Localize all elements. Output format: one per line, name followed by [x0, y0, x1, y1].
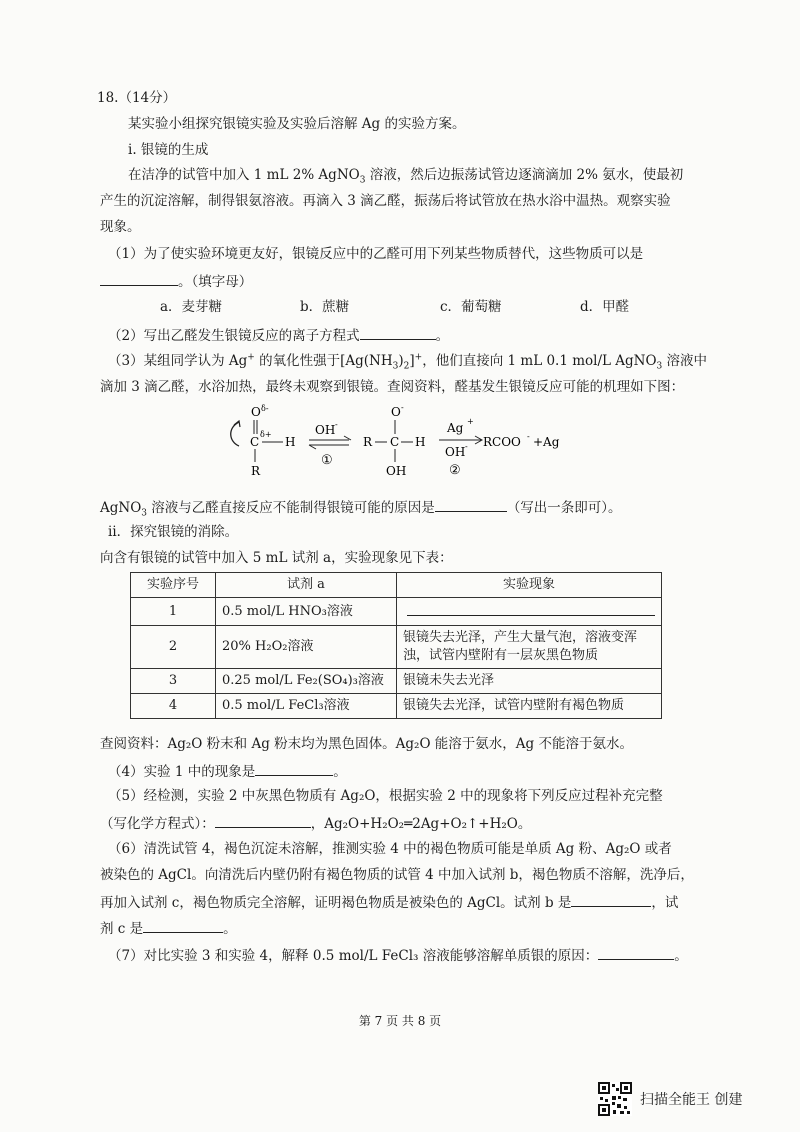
step1-reagent: OH	[315, 423, 336, 437]
table-header-row	[131, 573, 662, 598]
q7-text: （7）对比实验 3 和实验 4，解释 0.5 mol/L FeCl₃ 溶液能够溶解单质银的原因： 。	[108, 945, 688, 965]
r-group: R	[251, 464, 261, 478]
q1-line-2: 。（填字母）	[100, 271, 252, 291]
carbonyl-oxygen: O	[251, 405, 261, 419]
q3-line-2: 滴加 3 滴乙醛，水浴加热，最终未观察到银镜。查阅资料，醛基发生银镜反应可能的机理如下图：	[100, 379, 685, 395]
step2-reagent-bottom: OH	[445, 445, 466, 459]
intermediate-carbon: C	[390, 435, 400, 449]
q5-line-1: （5）经检测，实验 2 中灰黑色物质有 Ag₂O，根据实验 2 中的现象将下列反应过程补充完整	[108, 788, 663, 804]
electron-shift-arrow	[231, 422, 239, 446]
option-a: a．麦芽糖	[160, 299, 223, 315]
answer-blank[interactable]	[435, 497, 507, 512]
aldehyde-mechanism-diagram	[225, 404, 585, 486]
page-footer: 第 7 页 共 8 页	[358, 1014, 442, 1028]
table-row: 3 0.25 mol/L Fe₂(SO₄)₃溶液 银镜未失去光泽	[131, 669, 662, 694]
answer-blank[interactable]	[360, 325, 436, 340]
answer-blank[interactable]	[215, 813, 311, 828]
svg-text:-: -	[335, 420, 338, 429]
header-no: 实验序号	[131, 573, 216, 598]
reference-note: 查阅资料：Ag₂O 粉末和 Ag 粉末均为黑色固体。Ag₂O 能溶于氨水，Ag 不能溶于氨水。	[100, 736, 633, 752]
q3-line-3: AgNO$_3$ 溶液与乙醛直接反应不能制得银镜可能的原因是 （写出一条即可）。	[100, 497, 622, 517]
q6-line-4: 剂 c 是 。	[100, 918, 237, 938]
answer-blank[interactable]	[571, 892, 651, 907]
part2-text: 向含有银镜的试管中加入 5 mL 试剂 a，实验现象见下表：	[100, 550, 453, 566]
option-b: b．蔗糖	[300, 299, 350, 315]
part2-title: ⅱ．探究银镜的消除。	[108, 524, 239, 540]
part1-text-line-1: 在洁净的试管中加入 1 mL 2% AgNO$_3$ 溶液，然后边振荡试管边逐滴滴加 2% 氨水，使最初	[128, 167, 684, 186]
header-phenomenon: 实验现象	[397, 573, 662, 598]
intermediate-r: R	[363, 435, 373, 449]
q4-text: （4）实验 1 中的现象是 。	[108, 761, 347, 781]
delta-plus-label: δ+	[260, 430, 272, 439]
part1-text-line-3: 现象。	[100, 219, 141, 235]
product-carboxylate: RCOO	[483, 435, 521, 449]
step2-reagent-top: Ag	[447, 421, 464, 435]
aldehyde-hydrogen: H	[285, 435, 296, 449]
scanner-watermark	[598, 1082, 742, 1116]
table-row: 1 0.5 mol/L HNO₃溶液	[131, 598, 662, 626]
q3-line-1: （3）某组同学认为 Ag+ 的氧化性强于$[Ag(NH_3)_2]^+$，他们直接向 1 mL 0.1 mol/L AgNO$_3$ 溶液中	[108, 352, 708, 372]
experiment-table	[130, 572, 662, 719]
answer-blank[interactable]	[143, 918, 223, 933]
answer-blank[interactable]	[407, 601, 655, 616]
question-header: 18.（14分）	[97, 90, 177, 106]
step2-number: ②	[449, 463, 461, 478]
svg-text:-: -	[401, 404, 404, 412]
part1-title: ⅰ. 银镜的生成	[128, 142, 209, 158]
step1-number: ①	[321, 453, 333, 468]
q6-line-3: 再加入试剂 c，褐色物质完全溶解，证明褐色物质是被染色的 AgCl。试剂 b 是 ，试	[100, 892, 678, 912]
part1-text-line-2: 产生的沉淀溶解，制得银氨溶液。再滴入 3 滴乙醛，振荡后将试管放在热水浴中温热。观察实验	[100, 193, 671, 209]
svg-text:+: +	[467, 417, 474, 426]
q6-line-2: 被染色的 AgCl。向清洗后内壁仍附有褐色物质的试管 4 中加入试剂 b，褐色物质不溶解，洗净后，	[100, 867, 694, 883]
intermediate-oxygen: O	[391, 405, 401, 419]
option-c: c．葡萄糖	[440, 299, 502, 315]
table-row: 4 0.5 mol/L FeCl₃溶液 银镜失去光泽，试管内壁附有褐色物质	[131, 694, 662, 719]
answer-blank[interactable]	[255, 761, 333, 776]
q6-line-1: （6）清洗试管 4，褐色沉淀未溶解，推测实验 4 中的褐色物质可能是单质 Ag 粉、Ag₂O 或者	[108, 841, 672, 857]
option-d: d．甲醛	[580, 299, 630, 315]
answer-blank[interactable]	[100, 271, 178, 286]
svg-text:-: -	[527, 432, 530, 441]
qr-code-icon	[598, 1082, 632, 1116]
watermark-text: 扫描全能王 创建	[640, 1092, 743, 1108]
delta-minus-label: δ-	[261, 404, 269, 413]
product-silver: +Ag	[533, 435, 560, 449]
answer-blank[interactable]	[598, 945, 674, 960]
q2-text: （2）写出乙醛发生银镜反应的离子方程式 。	[108, 325, 449, 345]
table-row: 2 20% H₂O₂溶液 银镜失去光泽，产生大量气泡，溶液变浑浊，试管内壁附有一层灰黑色物质	[131, 626, 662, 669]
intermediate-hydroxyl: OH	[386, 464, 407, 478]
q1-line-1: （1）为了使实验环境更友好，银镜反应中的乙醛可用下列某些物质替代，这些物质可以是	[108, 246, 644, 262]
intermediate-hydrogen: H	[415, 435, 426, 449]
question-intro: 某实验小组探究银镜实验及实验后溶解 Ag 的实验方案。	[128, 116, 466, 132]
q5-line-2: （写化学方程式）： ，Ag₂O+H₂O₂═2Ag+O₂↑+H₂O。	[100, 813, 531, 833]
svg-text:-: -	[465, 442, 468, 451]
phenomenon-blank-cell[interactable]	[397, 598, 662, 626]
carbonyl-carbon: C	[250, 435, 260, 449]
header-reagent: 试剂 a	[216, 573, 397, 598]
